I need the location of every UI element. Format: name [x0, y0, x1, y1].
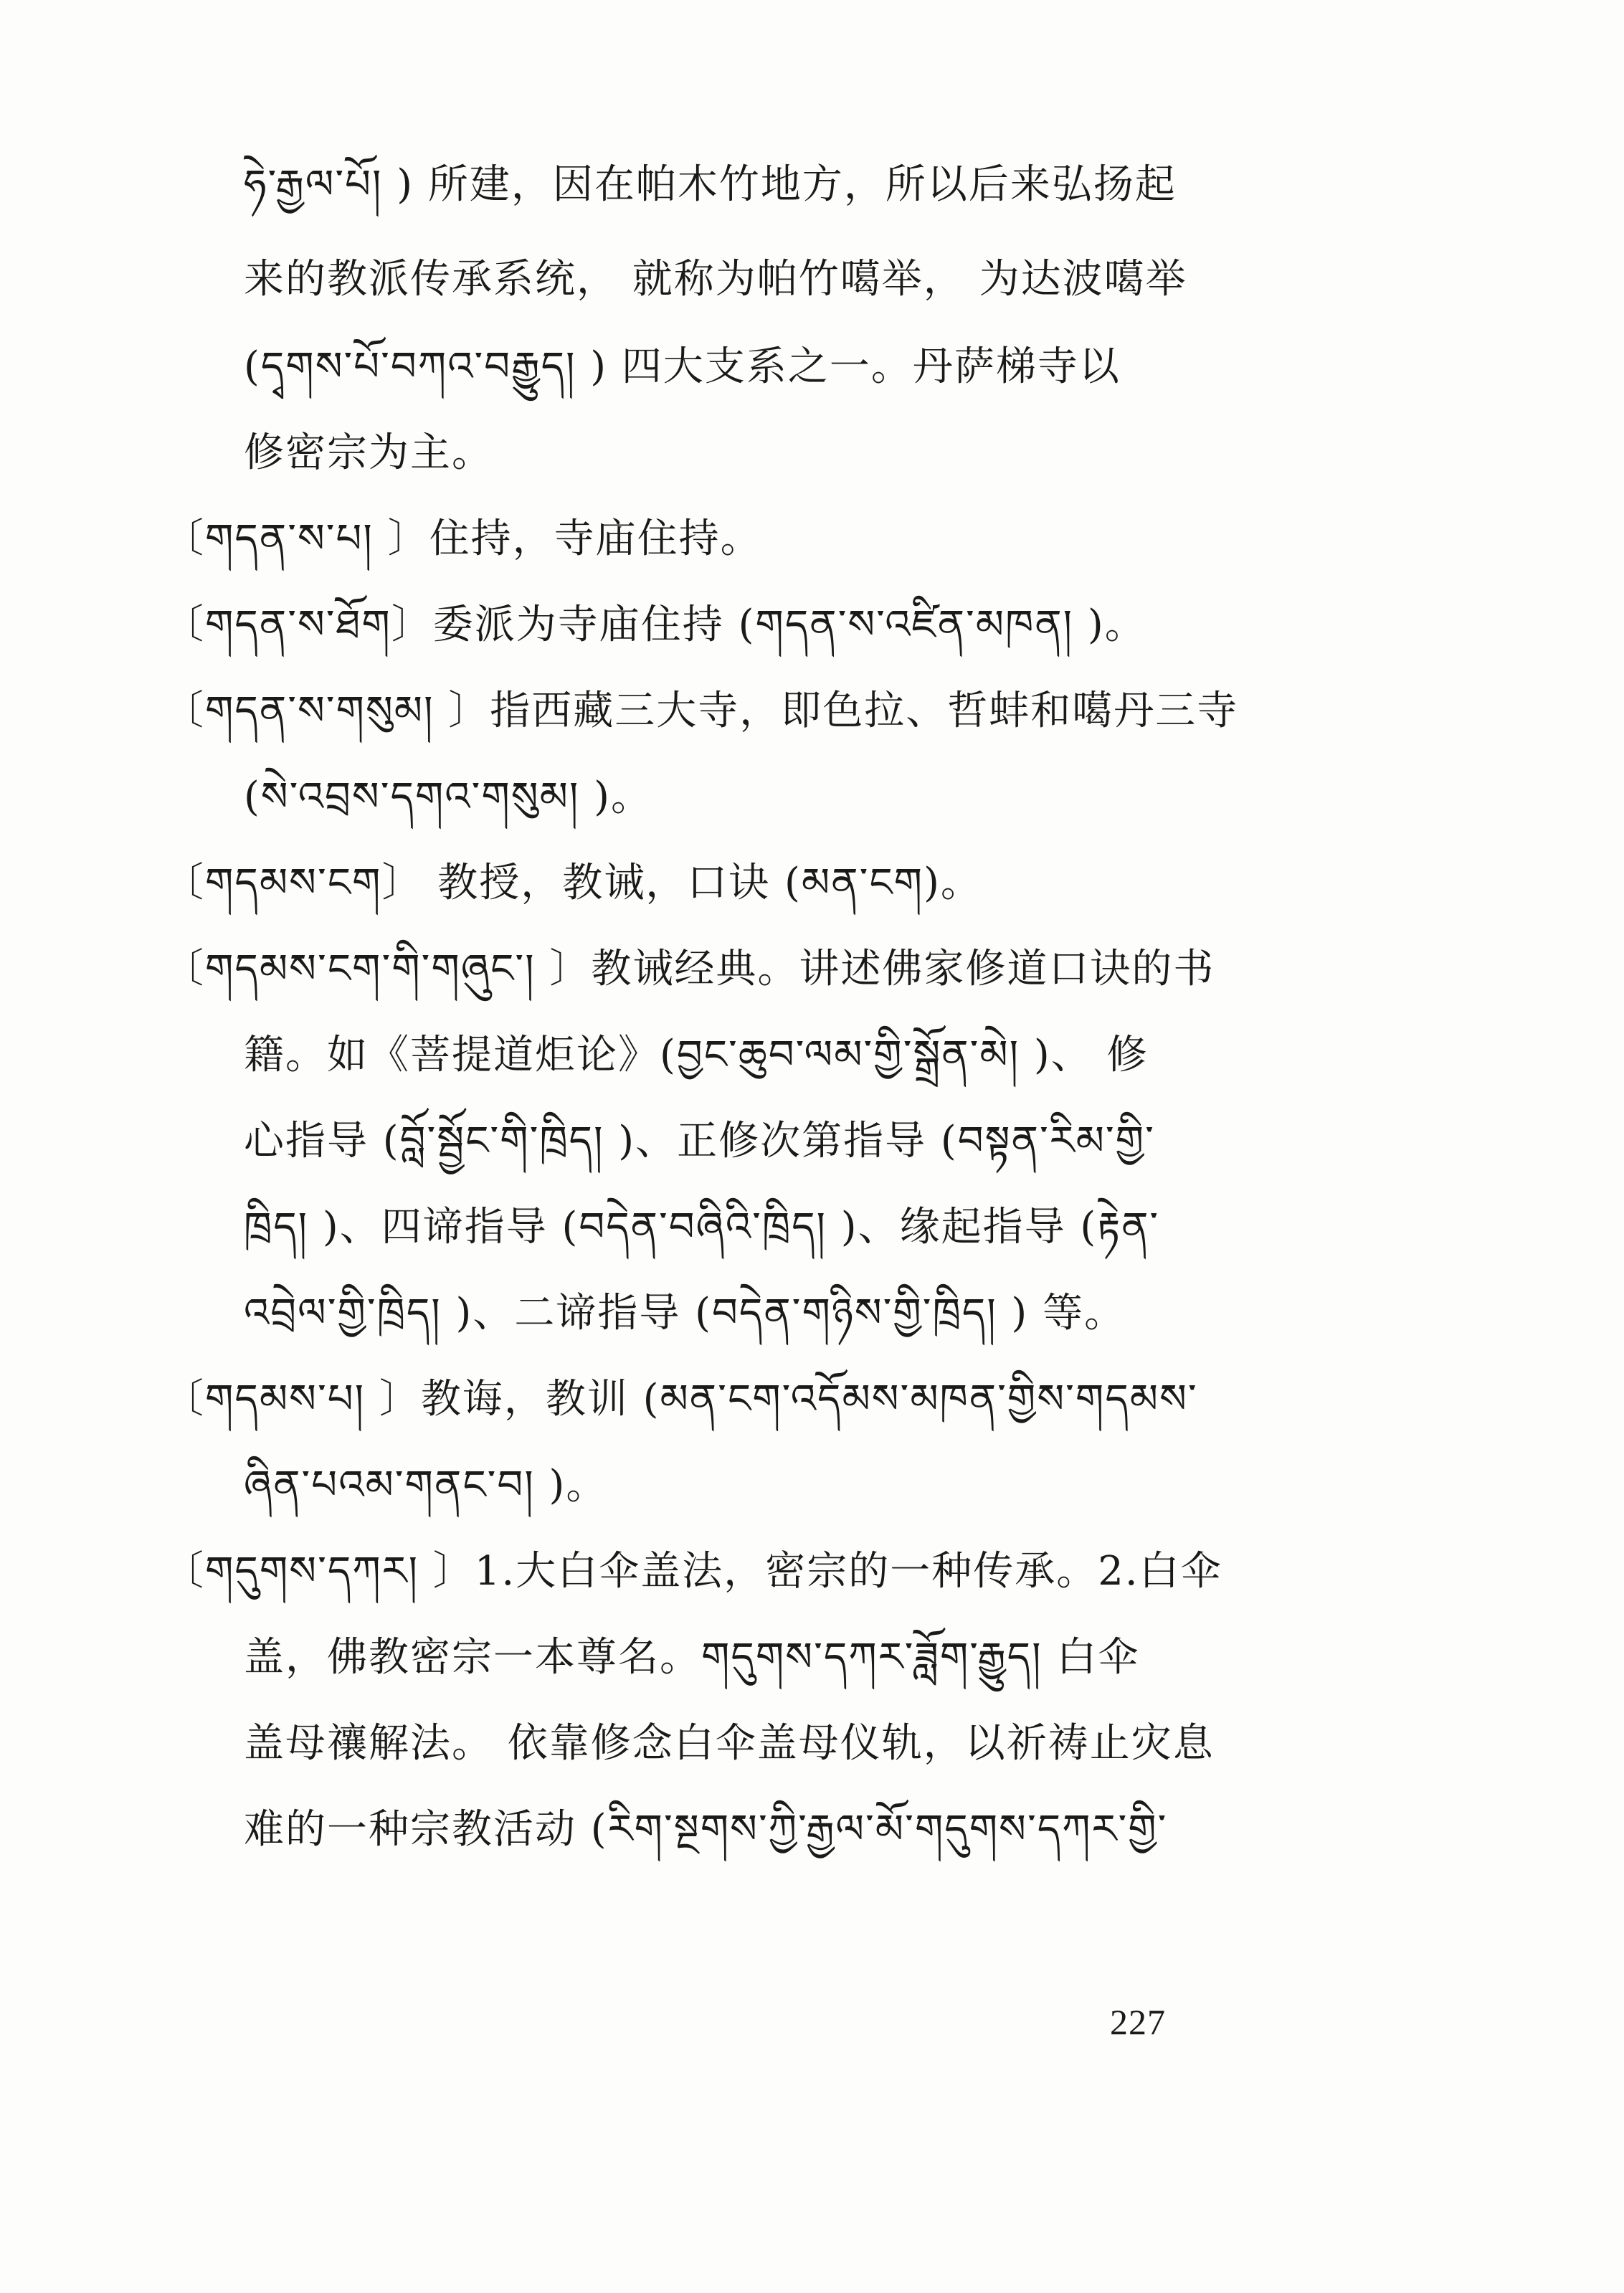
text-line: ཧེ་རྒྱལ་པོ། ) 所建，因在帕木竹地方，所以后来弘扬起: [244, 161, 1177, 208]
entry-line: 〔གདམས་ངག་གི་གཞུང་། 〕教诫经典。讲述佛家修道口诀的书: [163, 946, 1215, 992]
text-line: 盖母禳解法。 依靠修念白伞盖母仪轨，以祈祷止灾息: [244, 1720, 1215, 1767]
entry-line: 〔གདམས་ངག〕 教授，教诫，口诀 (མན་ངག)。: [163, 860, 982, 906]
text-line: 心指导 (བློ་སྦྱོང་གི་ཁྲིད། )、正修次第指导 (བསྟན་རིམ་གྱི་: [244, 1118, 1155, 1164]
text-line: 来的教派传承系统， 就称为帕竹噶举， 为达波噶举: [244, 256, 1187, 303]
text-line: 难的一种宗教活动 (རིག་སྔགས་ཀྱི་རྒྱལ་མོ་གདུགས་དཀར་གྱི་: [244, 1806, 1168, 1853]
text-line: (སེ་འབྲས་དགའ་གསུམ། )。: [244, 774, 652, 820]
text-line: (དྭགས་པོ་བཀའ་བརྒྱུད། ) 四大支系之一。丹萨梯寺以: [244, 343, 1121, 390]
entry-line: 〔གདན་ས་ཐོག〕委派为寺庙住持 (གདན་ས་འཛིན་མཁན། )。: [163, 602, 1146, 648]
entry-line: 〔གདུགས་དཀར། 〕1.大白伞盖法，密宗的一种传承。2.白伞: [163, 1548, 1222, 1595]
page-number: 227: [1110, 2002, 1166, 2042]
text-line: 修密宗为主。: [244, 429, 493, 476]
entry-line: 〔གདམས་པ། 〕教诲，教训 (མན་ངག་འདོམས་མཁན་གྱིས་གདམས་: [163, 1376, 1198, 1423]
entry-line: 〔གདན་ས་གསུམ། 〕指西藏三大寺，即色拉、哲蚌和噶丹三寺: [163, 688, 1239, 734]
entry-line: 〔གདན་ས་པ། 〕住持，寺庙住持。: [163, 516, 762, 562]
text-line: 盖，佛教密宗一本尊名。གདུགས་དཀར་ཟློག་རྒྱུད། 白伞: [244, 1634, 1140, 1681]
text-line: ཁྲིད། )、四谛指导 (བདེན་བཞིའི་ཁྲིད། )、缘起指导 (རྟེན་: [244, 1204, 1160, 1250]
text-line: འབྲེལ་གྱི་ཁྲིད། )、二谛指导 (བདེན་གཉིས་གྱི་ཁྲིད། ) 等。: [244, 1290, 1126, 1337]
text-line: 籍。如《菩提道炬论》(བྱང་ཆུབ་ལམ་གྱི་སྒྲོན་མེ། )、 修: [244, 1032, 1149, 1078]
text-line: ཞིན་པའམ་གནང་བ། )。: [244, 1462, 608, 1509]
